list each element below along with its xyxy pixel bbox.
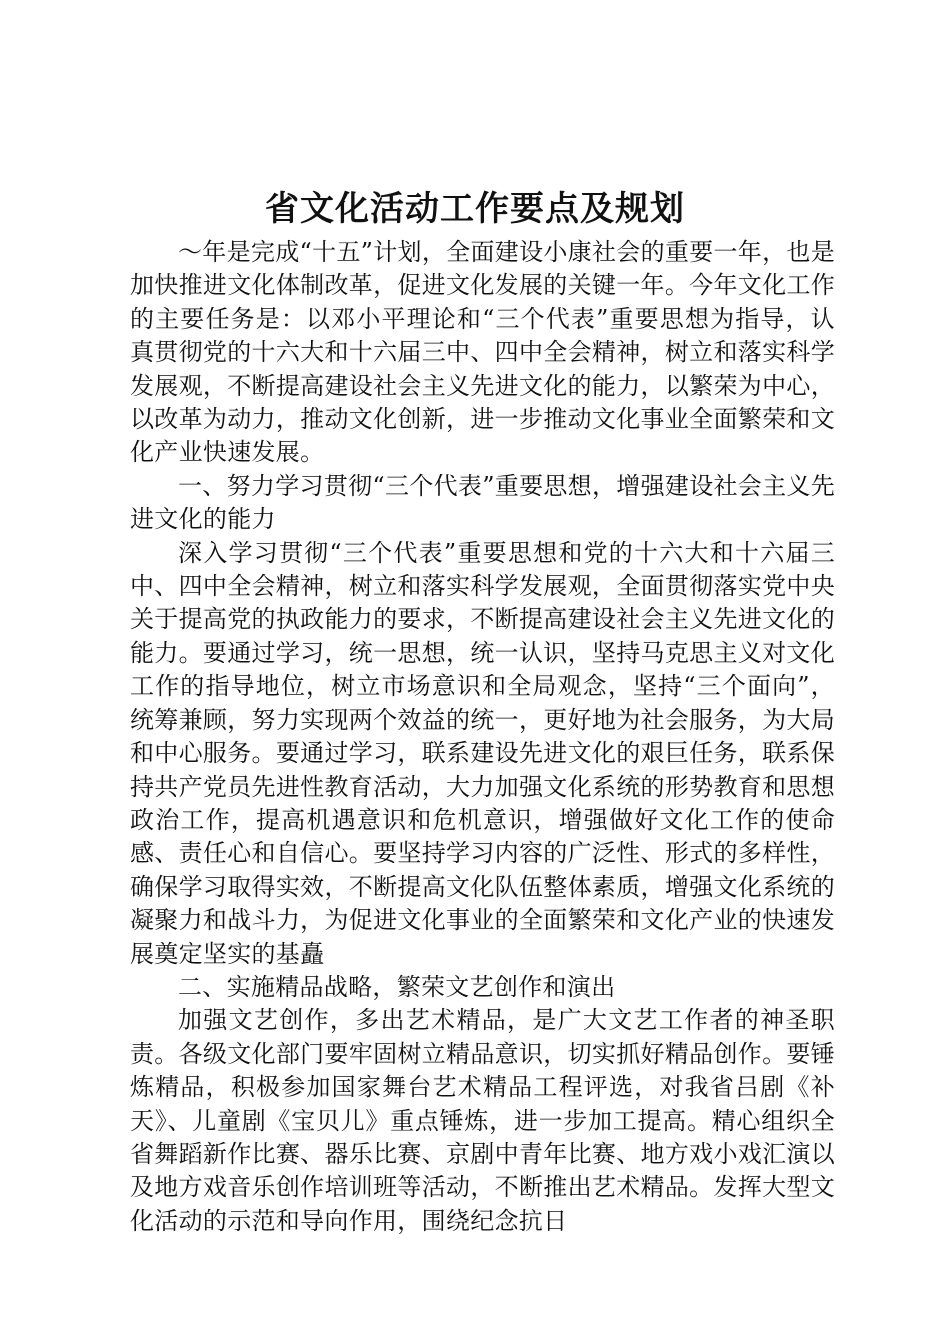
document-title: 省文化活动工作要点及规划 [265, 189, 685, 229]
paragraph-section-2: 加强文艺创作，多出艺术精品，是广大文艺工作者的神圣职责。各级文化部门要牢固树立精品意识，切实抓好精品创作。要锤炼精品，积极参加国家舞台艺术精品工程评选，对我省吕剧《补天》、儿童剧《宝贝儿》重点锤炼，进一步加工提高。精心组织全省舞蹈新作比赛、器乐比赛、京剧中青年比赛、地方戏小戏汇演以及地方戏音乐创作培训班等活动，不断推出艺术精品。发挥大型文化活动的示范和导向作用，围绕纪念抗日 [130, 1006, 835, 1235]
document-body [130, 236, 835, 1238]
section-heading-1: 一、努力学习贯彻“三个代表”重要思想，增强建设社会主义先进文化的能力 [130, 471, 835, 534]
paragraph-section-1: 深入学习贯彻“三个代表”重要思想和党的十六大和十六届三中、四中全会精神，树立和落实科学发展观，全面贯彻落实党中央关于提高党的执政能力的要求，不断提高建设社会主义先进文化的能力。要通过学习，统一思想，统一认识，坚持马克思主义对文化工作的指导地位，树立市场意识和全局观念，坚持“三个面向”，统筹兼顾，努力实现两个效益的统一，更好地为社会服务，为大局和中心服务。要通过学习，联系建设先进文化的艰巨任务，联系保持共产党员先进性教育活动，大力加强文化系统的形势教育和思想政治工作，提高机遇意识和危机意识，增强做好文化工作的使命感、责任心和自信心。要坚持学习内容的广泛性、形式的多样性，确保学习取得实效，不断提高文化队伍整体素质，增强文化系统的凝聚力和战斗力，为促进文化事业的全面繁荣和文化产业的快速发展奠定坚实的基矗 [130, 538, 835, 968]
paragraph-intro: ～年是完成“十五”计划，全面建设小康社会的重要一年，也是加快推进文化体制改革，促进文化发展的关键一年。今年文化工作的主要任务是：以邓小平理论和“三个代表”重要思想为指导，认真贯彻党的十六大和十六届三中、四中全会精神，树立和落实科学发展观，不断提高建设社会主义先进文化的能力，以繁荣为中心，以改革为动力，推动文化创新，进一步推动文化事业全面繁荣和文化产业快速发展。 [130, 238, 835, 467]
section-heading-2: 二、实施精品战略，繁荣文艺创作和演出 [178, 972, 616, 1001]
